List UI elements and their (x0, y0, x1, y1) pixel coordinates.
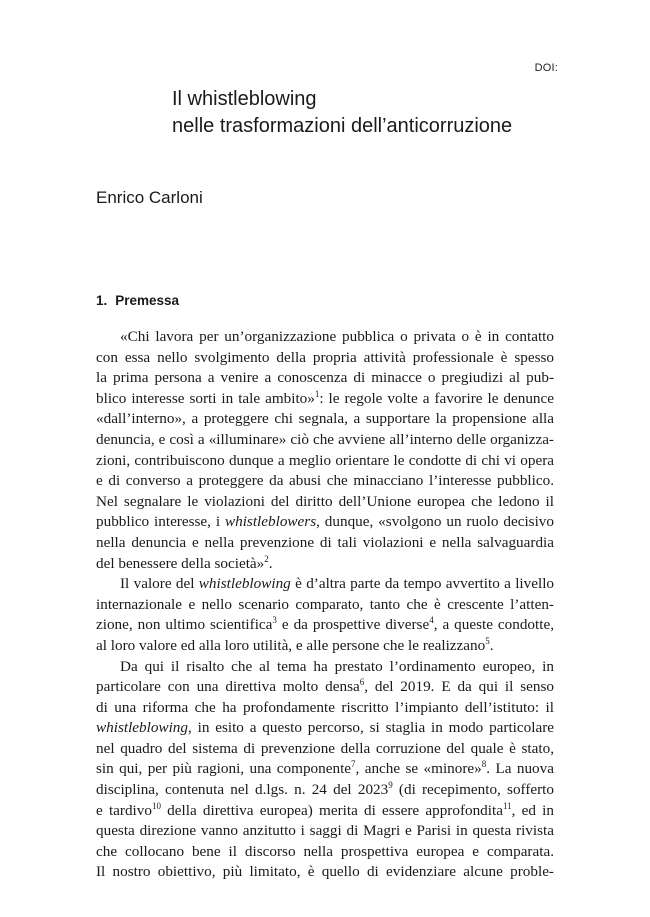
text-line: sin qui, per più ragioni, una componente$^7$, anche se «minore»$^8$. La nuova (96, 759, 554, 778)
text-line: «dall’interno», a proteggere chi segnala, a supportare la propensione alla (96, 410, 554, 428)
text-line: pubblico interesse, i whistleblowers, dunque, «svolgono un ruolo decisivo (96, 513, 554, 531)
body-text (96, 327, 554, 883)
text-line: Nel segnalare le violazioni del diritto dell’Unione europea che ledono il (96, 492, 554, 510)
doi-label: DOI: (534, 62, 558, 74)
text-line: e di converso a proteggere da abusi che minacciano l’interesse pubblico. (96, 472, 554, 490)
footnote-reference[interactable]: 6 (359, 677, 365, 688)
text-line: Da qui il risalto che al tema ha prestato l’ordinamento europeo, in (120, 657, 554, 675)
author-name: Enrico Carloni (96, 188, 203, 207)
text-line: la prima persona a venire a conoscenza di minacce o pregiudizi al pub- (96, 369, 554, 387)
footnote-reference[interactable]: 1 (314, 388, 320, 399)
text-line: «Chi lavora per un’organizzazione pubblica o privata o è in contatto (120, 328, 554, 345)
text-line: di una riforma che ha profondamente riscritto l’impianto dell’istituto: il (96, 698, 554, 716)
text-line: zione, non ultimo scientifica$^3$ e da prospettive diverse$^4$, a queste condotte, (96, 615, 555, 634)
footnote-reference[interactable]: 11 (502, 800, 512, 811)
footnote-reference[interactable]: 8 (481, 759, 487, 770)
text-line: Il valore del whistleblowing è d’altra parte da tempo avvertito a livello (120, 575, 555, 593)
text-line: nel quadro del sistema di prevenzione della corruzione del quale è stato, (96, 739, 554, 757)
text-line: whistleblowing, in esito a questo percorso, si staglia in modo particolare (96, 719, 554, 737)
footnote-reference[interactable]: 10 (151, 800, 161, 811)
section-number: 1. (96, 293, 108, 308)
footnote-reference[interactable]: 9 (388, 780, 393, 790)
italic-term: whistleblowing (198, 575, 291, 593)
title-line-2: nelle trasformazioni dell’anticorruzione (172, 115, 513, 137)
text-line: che collocano bene il discorso nella prospettiva europea e comparata. (96, 842, 554, 860)
paragraph (96, 657, 554, 884)
text-line: del benessere della società»$^2$. (96, 553, 273, 572)
text-line: e tardivo$^{10}$ della direttiva europea) merita di essere approfondita$^{11}$, ed in (96, 800, 554, 819)
footnote-reference[interactable]: 5 (485, 635, 490, 646)
paragraph (96, 574, 554, 656)
footnote-reference[interactable]: 7 (351, 759, 356, 770)
text-line: con essa nello svolgimento della propria attività professionale è spesso (96, 348, 554, 366)
section-heading (96, 293, 179, 308)
italic-term: whistleblowers (224, 513, 317, 531)
text-line: nella denuncia e nella prevenzione di tali violazioni e nella salvaguardia (96, 533, 554, 551)
footnote-reference[interactable]: 2 (264, 553, 269, 564)
text-line: blico interesse sorti in tale ambito»$^1$: le regole volte a favorire le denunce (96, 388, 554, 407)
section-title: Premessa (115, 293, 180, 308)
text-line: denuncia, e così a «illuminare» ciò che avviene all’interno delle organizza- (96, 430, 554, 448)
article-title (172, 86, 512, 140)
footnote-reference[interactable]: 3 (272, 615, 277, 626)
title-line-1: Il whistleblowing (172, 88, 317, 110)
text-line: particolare con una direttiva molto densa$^6$, del 2019. E da qui il senso (96, 677, 554, 696)
italic-term: whistleblowing (96, 719, 188, 737)
text-line: disciplina, contenuta nel d.lgs. n. 24 del 2023$^9$ (di recepimento, sofferto (96, 780, 554, 799)
text-line: internazionale e nello scenario comparato, tanto che è crescente l’atten- (96, 595, 554, 613)
text-line: Il nostro obiettivo, più limitato, è quello di evidenziare alcune proble- (96, 863, 554, 881)
text-line: al loro valore ed alla loro utilità, e alle persone che le realizzano$^5$. (96, 635, 494, 654)
footnote-reference[interactable]: 4 (429, 615, 434, 626)
paragraph (96, 327, 554, 574)
text-line: zioni, contribuiscono dunque a meglio orientare le condotte di chi vi opera (96, 451, 554, 469)
text-line: questa direzione vanno anzitutto i saggi di Magri e Parisi in questa rivista (96, 822, 554, 840)
